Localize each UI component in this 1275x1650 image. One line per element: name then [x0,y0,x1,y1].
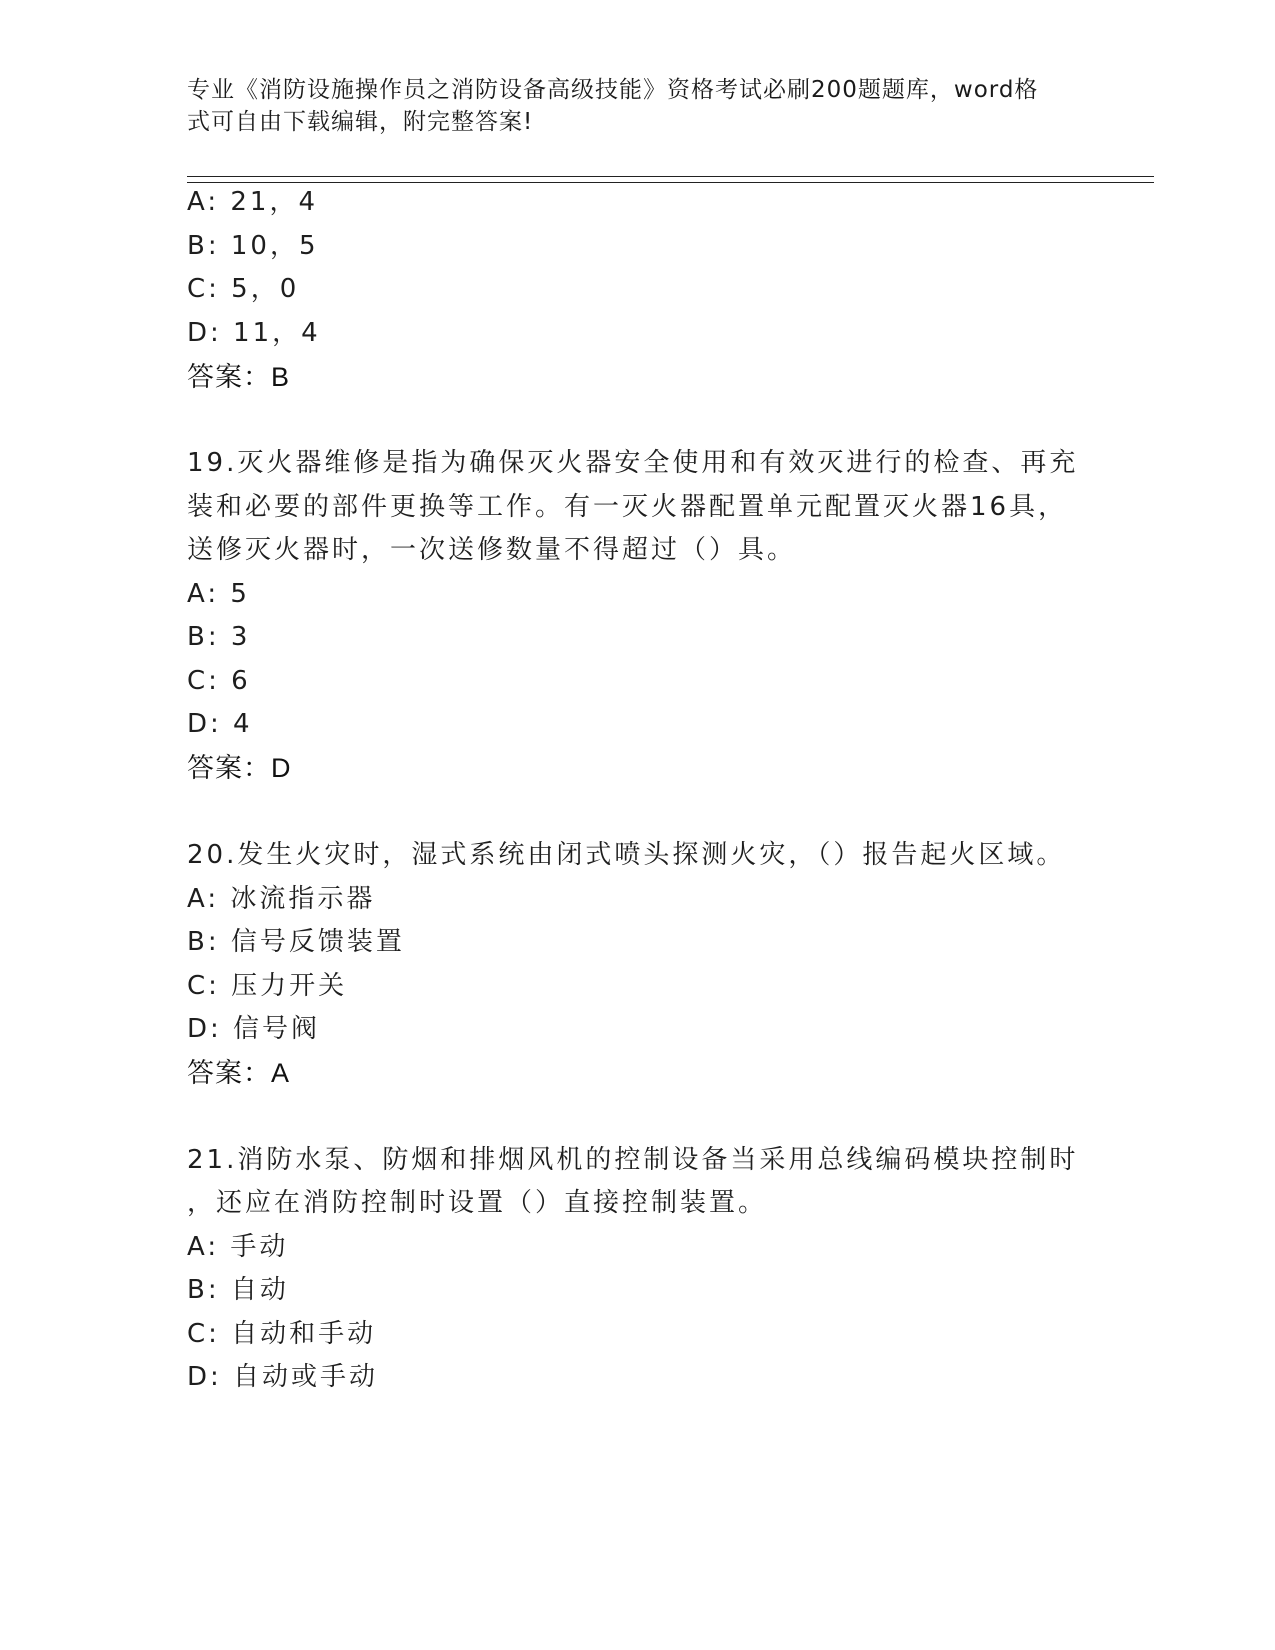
q19-answer: 答案：D [187,753,292,783]
q21-option-d: D: 自动或手动 [187,1362,379,1392]
q19-stem-line-1: 19.灭火器维修是指为确保灭火器安全使用和有效灭进行的检查、再充 [187,448,1079,478]
q19-stem-line-2: 装和必要的部件更换等工作。有一灭火器配置单元配置灭火器16具， [187,492,1068,522]
q20-option-a: A: 冰流指示器 [187,884,376,914]
q19-stem-line-3: 送修灭火器时，一次送修数量不得超过（）具。 [187,535,797,565]
header-rule-top [187,176,1154,177]
q20-option-d: D: 信号阀 [187,1014,321,1044]
q18-answer: 答案：B [187,362,291,392]
q21-stem-line-1: 21.消防水泵、防烟和排烟风机的控制设备当采用总线编码模块控制时 [187,1145,1079,1175]
q18-option-d: D: 11，4 [187,318,321,348]
document-header [187,74,1067,138]
q20-option-b: B: 信号反馈装置 [187,927,405,957]
q20-option-c: C: 压力开关 [187,971,348,1001]
q19-option-a: A: 5 [187,579,250,609]
q19-option-b: B: 3 [187,622,251,652]
q21-stem-line-2: ，还应在消防控制时设置（）直接控制装置。 [187,1188,768,1218]
q20-stem-line-1: 20.发生火灾时，湿式系统由闭式喷头探测火灾，（）报告起火区域。 [187,840,1066,870]
q21-option-b: B: 自动 [187,1275,289,1305]
q18-option-c: C: 5，0 [187,274,300,304]
q21-option-a: A: 手动 [187,1232,289,1262]
q18-option-a: A: 21，4 [187,187,318,217]
header-rule-bottom [187,182,1154,183]
q18-option-b: B: 10，5 [187,231,319,261]
header-line-2: 式可自由下载编辑，附完整答案! [187,109,534,135]
header-line-1: 专业《消防设施操作员之消防设备高级技能》资格考试必刷200题题库，word格 [187,77,1039,103]
q21-option-c: C: 自动和手动 [187,1319,377,1349]
q19-option-c: C: 6 [187,666,251,696]
q20-answer: 答案：A [187,1058,291,1088]
q19-option-d: D: 4 [187,709,253,739]
